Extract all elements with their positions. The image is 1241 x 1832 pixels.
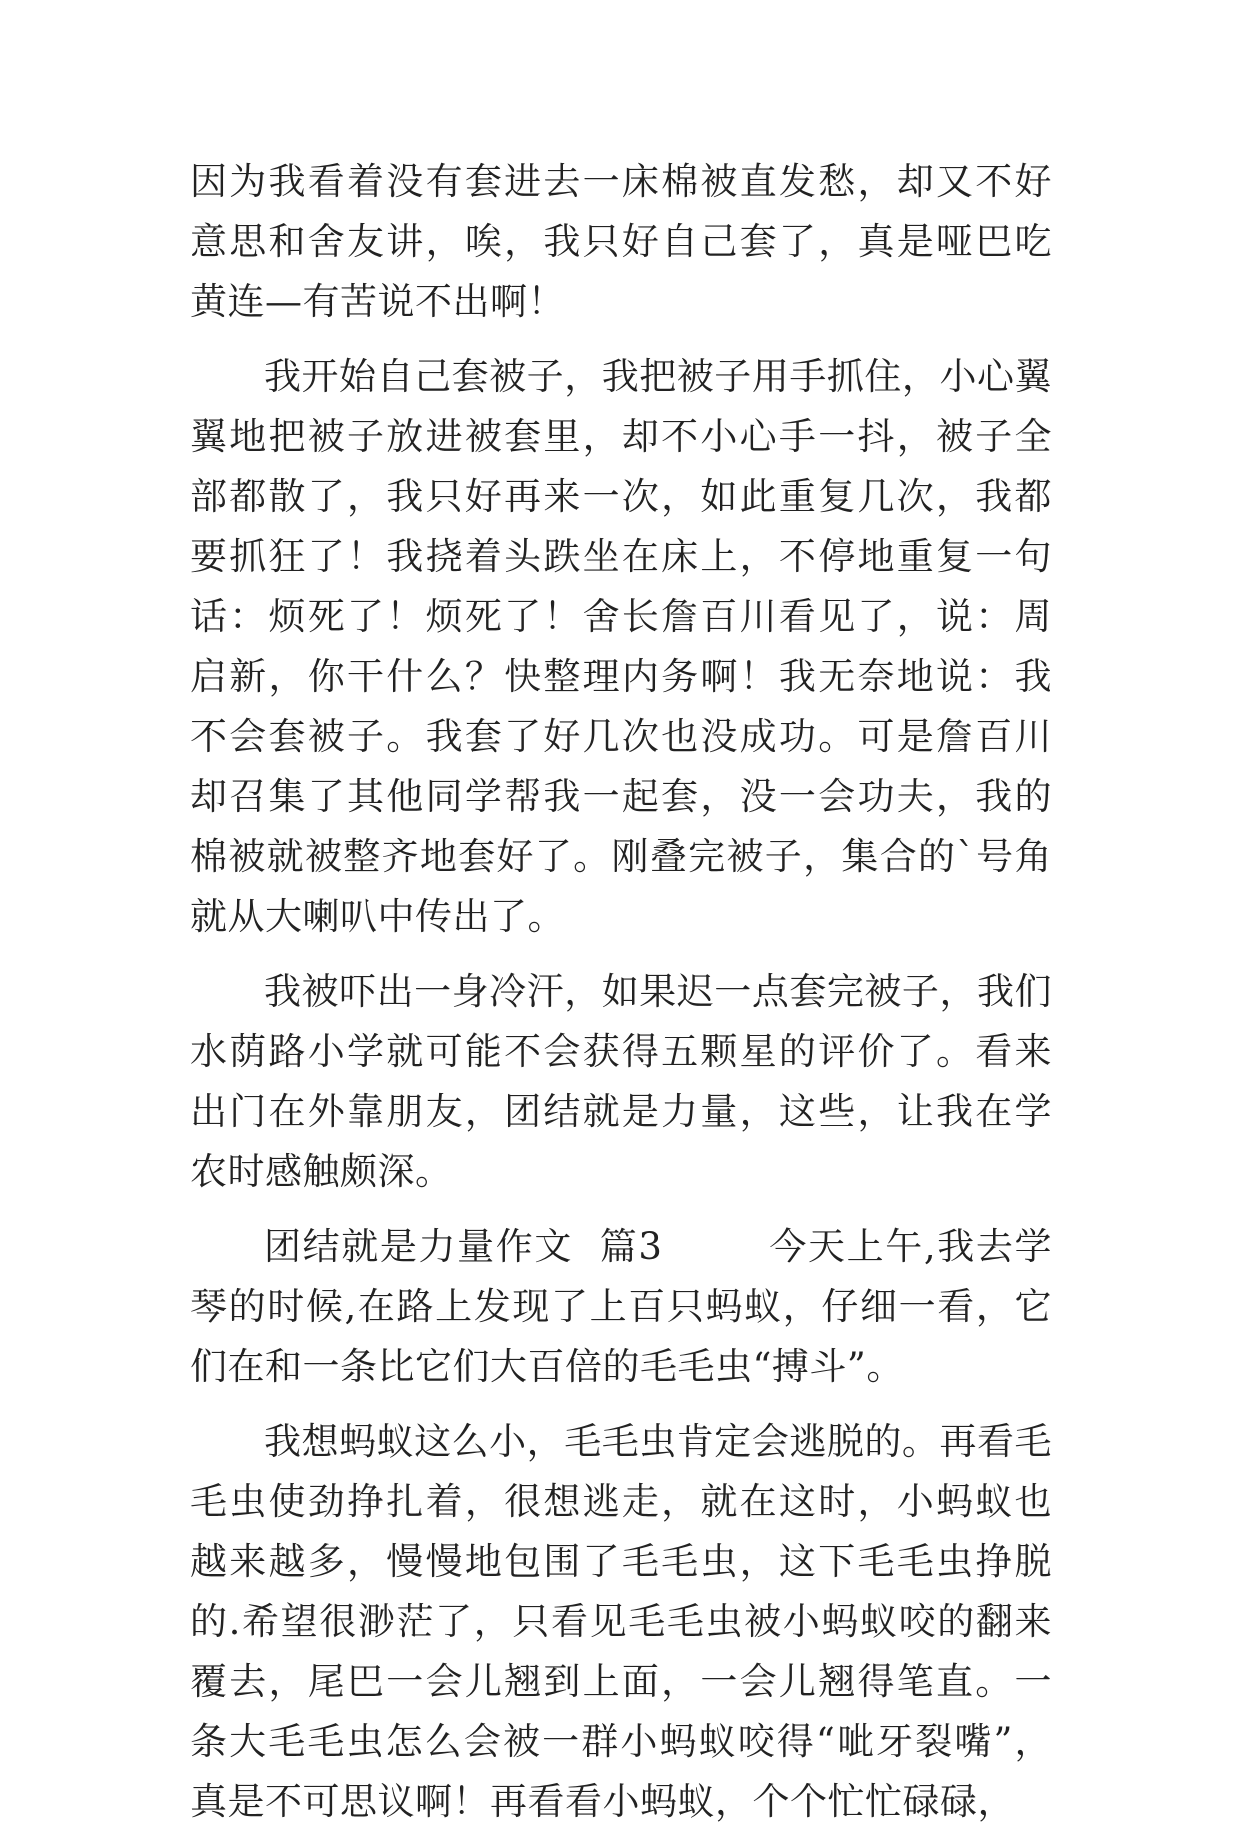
paragraph-4: 团结就是力量作文 篇3 今天上午,我去学琴的时候,在路上发现了上百只蚂蚁，仔细一看，它们在和一条比它们大百倍的毛毛虫“搏斗”。 xyxy=(190,1225,1052,1388)
paragraph-1: 因为我看着没有套进去一床棉被直发愁，却又不好意思和舍友讲，唉，我只好自己套了，真是哑巴吃黄连—有苦说不出啊！ xyxy=(190,160,1052,323)
paragraph-5: 我想蚂蚁这么小，毛毛虫肯定会逃脱的。再看毛毛虫使劲挣扎着，很想逃走，就在这时，小蚂蚁也越来越多，慢慢地包围了毛毛虫，这下毛毛虫挣脱的.希望很渺茫了，只看见毛毛虫被小蚂蚁咬的翻来覆去，尾巴一会儿翘到上面，一会儿翘得笔直。一条大毛毛虫怎么会被一群小蚂蚁咬得“呲牙裂嘴”，真是不可思议啊！再看看小蚂蚁，个个忙忙碌碌， xyxy=(190,1420,1052,1823)
paragraph-2: 我开始自己套被子，我把被子用手抓住，小心翼翼地把被子放进被套里，却不小心手一抖，被子全部都散了，我只好再来一次，如此重复几次，我都要抓狂了！我挠着头跌坐在床上，不停地重复一句话：烦死了！烦死了！舍长詹百川看见了，说：周启新，你干什么？快整理内务啊！我无奈地说：我不会套被子。我套了好几次也没成功。可是詹百川却召集了其他同学帮我一起套，没一会功夫，我的棉被就被整齐地套好了。刚叠完被子，集合的`号角就从大喇叭中传出了。 xyxy=(190,355,1052,938)
paragraph-3: 我被吓出一身冷汗，如果迟一点套完被子，我们水荫路小学就可能不会获得五颗星的评价了。看来出门在外靠朋友，团结就是力量，这些，让我在学农时感触颇深。 xyxy=(190,970,1052,1193)
document-body xyxy=(190,152,1052,1832)
